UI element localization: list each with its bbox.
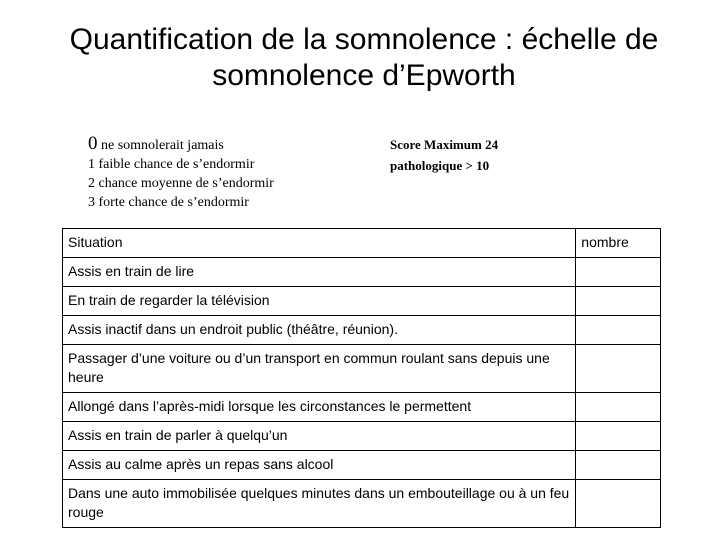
count-cell[interactable]: [576, 345, 661, 393]
count-cell[interactable]: [576, 451, 661, 480]
score-legend: [88, 134, 274, 212]
situation-cell: Assis en train de lire: [63, 258, 576, 287]
legend-item-1: [88, 155, 274, 174]
situation-cell: En train de regarder la télévision: [63, 287, 576, 316]
table-row: [63, 258, 661, 287]
table-row: [63, 451, 661, 480]
legend-score: 0: [88, 133, 98, 154]
table-row: [63, 287, 661, 316]
epworth-table: [62, 228, 661, 528]
count-cell[interactable]: [576, 316, 661, 345]
legend-item-2: [88, 174, 274, 193]
count-cell[interactable]: [576, 480, 661, 528]
situation-cell: Allongé dans l’après-midi lorsque les circonstances le permettent: [63, 393, 576, 422]
score-pathologic: pathologique > 10: [390, 158, 490, 173]
legend-text: forte chance de s’endormir: [98, 195, 249, 210]
situation-cell: Assis inactif dans un endroit public (théâtre, réunion).: [63, 316, 576, 345]
legend-text: chance moyenne de s’endormir: [98, 176, 274, 191]
legend-score: 1: [88, 157, 95, 172]
legend-text: ne somnolerait jamais: [101, 138, 224, 153]
legend-score: 2: [88, 176, 95, 191]
table-row: [63, 316, 661, 345]
score-info: [390, 134, 498, 176]
table-header-row: [63, 229, 661, 258]
header-count: nombre: [576, 229, 661, 258]
legend-item-0: [88, 134, 274, 155]
score-maximum: Score Maximum 24: [390, 137, 499, 152]
title-line-1: Quantification de la somnolence : échelle de: [69, 23, 659, 56]
table-row: [63, 480, 661, 528]
legend-item-3: [88, 193, 274, 212]
situation-cell: Assis au calme après un repas sans alcool: [63, 451, 576, 480]
legend-score: 3: [88, 195, 95, 210]
table-row: [63, 393, 661, 422]
title-line-2: somnolence d’Epworth: [212, 59, 516, 92]
table-row: [63, 345, 661, 393]
count-cell[interactable]: [576, 393, 661, 422]
situation-cell: Passager d’une voiture ou d’un transport en commun roulant sans depuis une heure: [63, 345, 576, 393]
count-cell[interactable]: [576, 258, 661, 287]
legend-text: faible chance de s’endormir: [98, 157, 255, 172]
situation-cell: Dans une auto immobilisée quelques minutes dans un embouteillage ou à un feu rouge: [63, 480, 576, 528]
situation-cell: Assis en train de parler à quelqu’un: [63, 422, 576, 451]
count-cell[interactable]: [576, 422, 661, 451]
header-situation: Situation: [63, 229, 576, 258]
count-cell[interactable]: [576, 287, 661, 316]
page-title: [20, 22, 708, 94]
table-row: [63, 422, 661, 451]
